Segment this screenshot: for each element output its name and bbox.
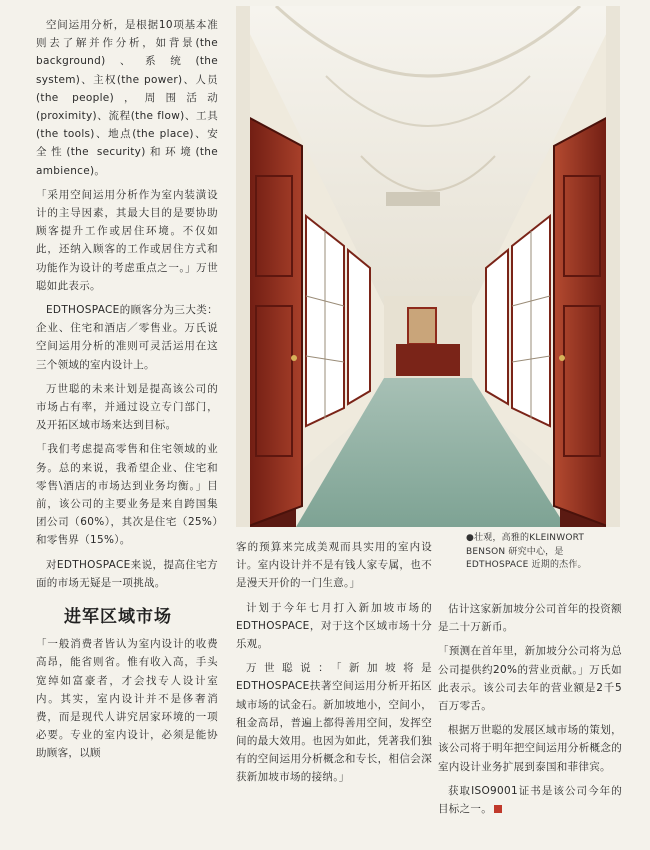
paragraph: 根据万世聪的发展区域市场的策划，该公司将于明年把空间运用分析概念的室内设计业务扩展到泰国和菲律宾。 xyxy=(438,724,622,773)
paragraph: 空间运用分析，是根据10项基本准则去了解并作分析，如背景(the background)、系统(the system)、主权(the power)、人员(the people)，周围活动(proximity)、流程(the flow)、工具(the tools)、地点(the place)、安全性(the security)和环境(the ambience)。 xyxy=(36,19,218,177)
paragraph: 「一般消费者皆认为室内设计的收费高昂，能省则省。惟有收入高，手头宽绰如富豪者，才会找专人设计室内。其实，室内设计并不是侈奢消费，而是现代人讲究居家环境的一项必要。专业的室内设计，必须是能协助顾客，以顾 xyxy=(36,638,218,760)
paragraph: 客的预算来完成美观而具实用的室内设计。室内设计并不是有钱人家专属，也不是漫天开价的一门生意。」 xyxy=(236,541,432,590)
paragraph: EDTHOSPACE的顾客分为三大类：企业、住宅和酒店／零售业。万氏说空间运用分析的准则可灵活运用在这三个领域的室内设计上。 xyxy=(36,304,218,371)
corridor-photo xyxy=(236,6,620,527)
paragraph: 万世聪的未来计划是提高该公司的市场占有率，并通过设立专门部门，及开拓区域市场来达到目标。 xyxy=(36,382,218,432)
paragraph: 对EDTHOSPACE来说，提高住宅方面的市场无疑是一项挑战。 xyxy=(36,558,218,589)
paragraph: 万世聪说：「新加坡将是EDTHOSPACE扶著空间运用分析开拓区域市场的试金石。新加坡地小，空间小，租金高昂，普遍上都得善用空间，发挥空间的最大效用。也因为如此，凭著我们独有的空间运用分析概念和专长，相信会深获新加坡市场的接纳。」 xyxy=(236,662,432,784)
corridor-illustration xyxy=(236,6,620,527)
paragraph: 「预测在首年里，新加坡分公司将为总公司提供约20%的营业贡献。」万氏如此表示。该公司去年的营业额是2千5百万零舌。 xyxy=(438,645,622,713)
paragraph xyxy=(438,782,622,818)
paragraph: 「采用空间运用分析作为室内装潢设计的主导因素，其最大目的是要协助顾客提升工作或居住环境。不仅如此，还纳入顾客的工作或居住方式和功能作为设计的考虑重点之一。」万世聪如此表示。 xyxy=(36,188,218,292)
end-mark-icon xyxy=(494,805,502,813)
middle-column xyxy=(236,538,432,793)
right-column xyxy=(438,600,622,824)
section-heading: 进军区域市场 xyxy=(64,607,172,628)
paragraph: 估计这家新加坡分公司首年的投资额是二十万新币。 xyxy=(438,603,622,634)
paragraph: 计划于今年七月打入新加坡市场的EDTHOSPACE，对于这个区域市场十分乐观。 xyxy=(236,601,432,651)
paragraph-text: 获取ISO9001证书是该公司今年的目标之一。 xyxy=(438,784,622,816)
paragraph: 「我们考虑提高零售和住宅领域的业务。总的来说，我希望企业、住宅和零售\酒店的市场达到业务均衡。」目前，该公司的主要业务是来自跨国集团公司（60%），其次是住宅（25%）和零售界（15%）。 xyxy=(36,443,218,547)
photo-caption: ●壮观，高雅的KLEINWORT BENSON 研究中心，是EDTHOSPACE 近期的杰作。 xyxy=(466,533,587,570)
left-column xyxy=(36,16,218,769)
